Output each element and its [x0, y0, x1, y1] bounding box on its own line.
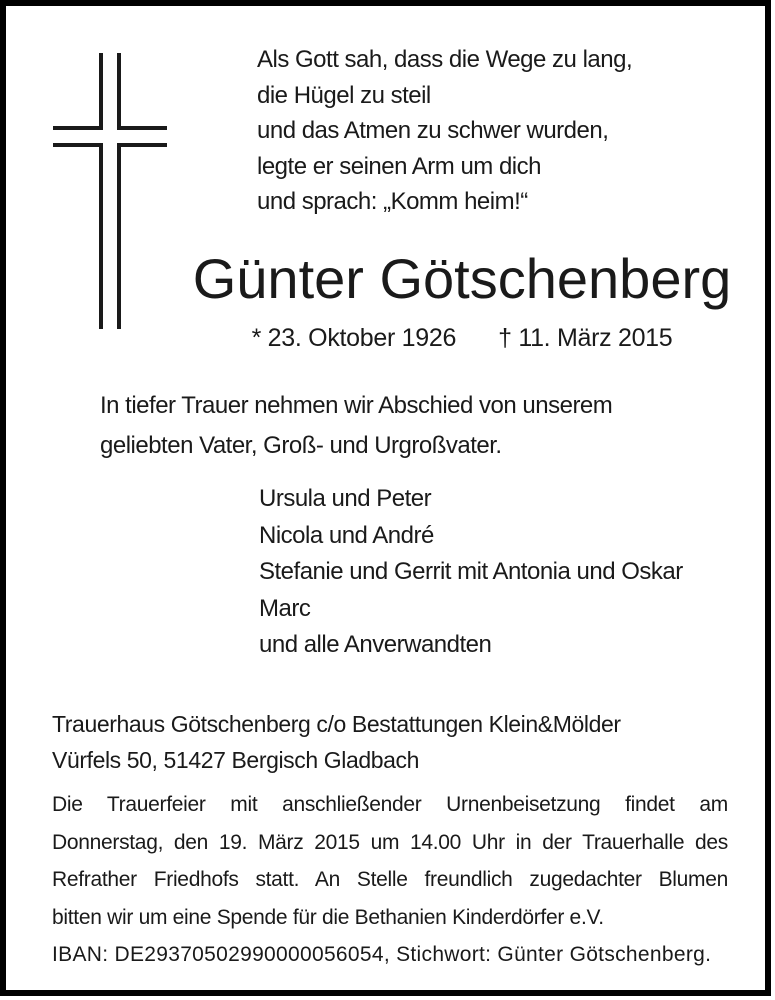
death-date: † 11. März 2015 [498, 324, 673, 352]
poem-line: und sprach: „Komm heim!“ [257, 188, 528, 215]
mourning-statement [100, 386, 612, 466]
mourners-list [259, 481, 683, 664]
birth-date: * 23. Oktober 1926 [251, 324, 457, 352]
poem-line: Als Gott sah, dass die Wege zu lang, [257, 46, 633, 73]
funeral-home-line: Vürfels 50, 51427 Bergisch Gladbach [52, 747, 420, 773]
funeral-home-address [52, 706, 621, 778]
poem-line: und das Atmen zu schwer wurden, [257, 117, 609, 144]
funeral-home-line: Trauerhaus Götschenberg c/o Bestattungen Klein&Mölder [52, 711, 621, 737]
mourner-line: Ursula und Peter [259, 485, 432, 512]
mourner-line: Nicola und André [259, 521, 434, 549]
mourner-line: Stefanie und Gerrit mit Antonia und Oskar [259, 558, 683, 586]
mourner-line: Marc [259, 594, 311, 622]
service-line: Die Trauerfeier mit anschließender Urnenbeisetzung findet am [52, 793, 728, 816]
mourning-line: geliebten Vater, Groß- und Urgroßvater. [100, 432, 502, 459]
poem-verse [257, 42, 632, 220]
mourner-line: und alle Anverwandten [259, 631, 492, 659]
deceased-name: Günter Götschenberg [192, 247, 732, 310]
service-line: Donnerstag, den 19. März 2015 um 14.00 Uhr in der Trauerhalle des [52, 830, 728, 854]
life-dates [150, 324, 774, 353]
mourning-line: In tiefer Trauer nehmen wir Abschied von unserem [100, 392, 613, 419]
poem-line: legte er seinen Arm um dich [257, 152, 541, 180]
service-line: Refrather Friedhofs statt. An Stelle freundlich zugedachter Blumen [52, 868, 728, 891]
iban-line: IBAN: DE29370502990000056054, Stichwort: Günter Götschenberg. [52, 943, 712, 966]
service-line: bitten wir um eine Spende für die Bethanien Kinderdörfer e.V. [52, 905, 604, 929]
poem-line: die Hügel zu steil [257, 81, 431, 109]
service-details [52, 786, 728, 974]
